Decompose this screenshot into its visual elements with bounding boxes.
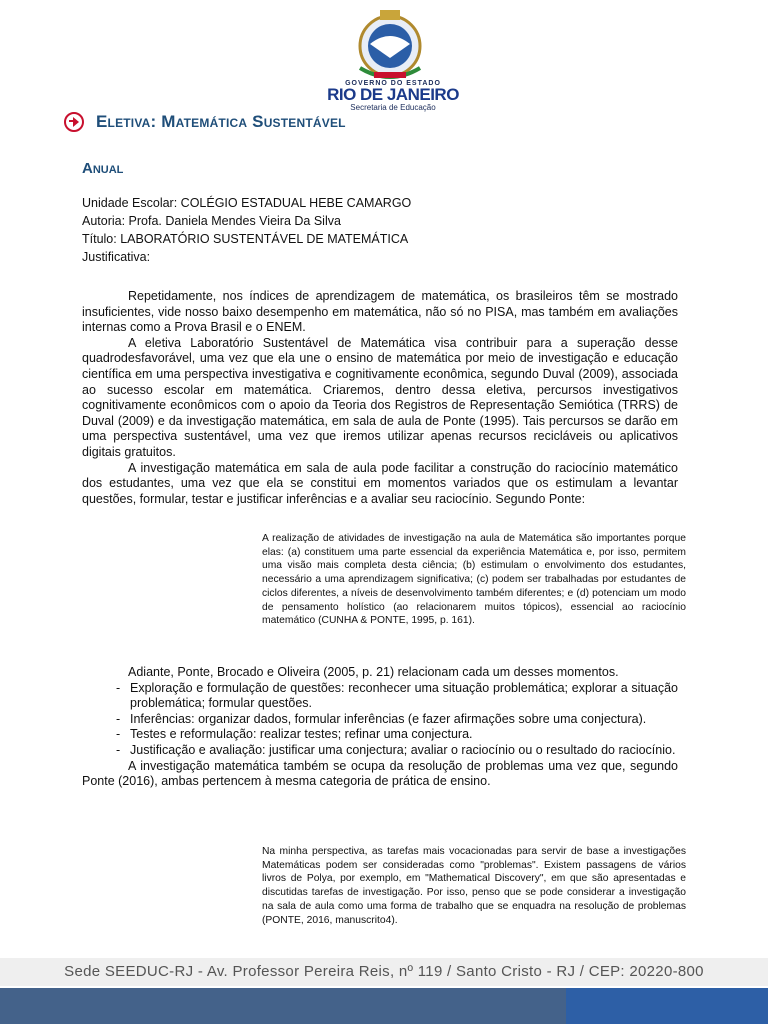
footer-bar	[0, 988, 768, 1024]
logo-line-1: GOVERNO DO ESTADO	[345, 80, 441, 87]
logo-line-3: Secretaria de Educação	[350, 103, 436, 112]
author-line: Autoria: Profa. Daniela Mendes Vieira Da Silva	[82, 214, 341, 228]
body-section-1	[82, 289, 678, 507]
paragraph-2: A eletiva Laboratório Sustentável de Matemática visa contribuir para a superação desse quadrodesfavorável, uma vez que ela une o ensino de matemática por meio de investigação e educação científica em uma perspectiva investigativa e cognitivamente econômica, segundo Duval (2009), associada ao sucesso escolar em matemática. Criaremos, dentro dessa eletiva, percursos investigativos cognitivamente econômicos com o apoio da Teoria dos Registros de Representação Semiótica (TRRS) de Duval (2009) e da investigação matemática, em sala de aula de Ponte (1995). Tais percursos se darão em uma perspectiva sustentável, uma vez que iremos utilizar apenas recursos recicláveis ou aplicativos digitais gratuitos.	[82, 335, 678, 459]
logo-line-2: RIO DE JANEIRO	[327, 85, 459, 104]
list-item: - Testes e reformulação: realizar testes; refinar uma conjectura.	[82, 727, 678, 743]
list-item: - Exploração e formulação de questões: reconhecer uma situação problemática; explorar a situação problemática; formular questões.	[82, 681, 678, 712]
justificativa-label: Justificativa:	[82, 250, 151, 264]
moments-list	[82, 681, 678, 759]
paragraph-5: A investigação matemática também se ocupa da resolução de problemas uma vez que, segundo Ponte (2016), ambas pertencem à mesma categoria de prática de ensino.	[82, 758, 678, 789]
list-item: - Inferências: organizar dados, formular inferências (e fazer afirmações sobre uma conjectura).	[82, 712, 678, 728]
period-label: Anual	[82, 160, 124, 177]
paragraph-4: Adiante, Ponte, Brocado e Oliveira (2005, p. 21) relacionam cada um desses momentos.	[128, 665, 619, 679]
document-title: Eletiva: Matemática Sustentável	[96, 112, 346, 131]
arrow-circle-icon	[64, 112, 84, 132]
footer-bar-accent	[566, 988, 768, 1024]
school-line: Unidade Escolar: COLÉGIO ESTADUAL HEBE CAMARGO	[82, 196, 412, 210]
block-quote-2: Na minha perspectiva, as tarefas mais vocacionadas para servir de base a investigações Matemáticas podem ser consideradas como "problemas". Existem passagens de vários livros de Polya, por exemplo, em "Mathematical Discovery", em que são apresentadas e discutidas tarefas de investigação. Por isso, penso que se pode considerar a investigação na sala de aula como uma forma de trabalho que se enquadra na resolução de problemas (PONTE, 2016, manuscrito4).	[262, 846, 686, 926]
block-quote-1: A realização de atividades de investigação na aula de Matemática são importantes porque elas: (a) constituem uma parte essencial da experiência Matemática e, por isso, permitem uma visão mais completa desta ciência; (b) estimulam o envolvimento dos estudantes, necessário a uma aprendizagem significativa; (c) podem ser trabalhadas por estudantes de ciclos diferentes, a níveis de desenvolvimento também diferentes; e (d) potenciam um modo de pensamento holístico (ao relacionarem muitos tópicos), essencial ao raciocínio matemático (CUNHA & PONTE, 1995, p. 161).	[262, 533, 686, 627]
document-heading	[64, 112, 346, 132]
logo-text	[318, 80, 468, 112]
work-title-line: Título: LABORATÓRIO SUSTENTÁVEL DE MATEMÁTICA	[82, 232, 409, 246]
document-meta	[82, 194, 411, 266]
list-item: - Justificação e avaliação: justificar uma conjectura; avaliar o raciocínio ou o resultado do raciocínio.	[82, 743, 678, 759]
footer-address: Sede SEEDUC-RJ - Av. Professor Pereira Reis, nº 119 / Santo Cristo - RJ / CEP: 20220-800	[0, 958, 768, 986]
body-section-2	[82, 665, 678, 790]
paragraph-3: A investigação matemática em sala de aula pode facilitar a construção do raciocínio matemático dos estudantes, uma vez que ela se constitui em momentos variados que os estimulam a levantar questões, formular, testar e justificar inferências e a avaliar seu raciocínio. Segundo Ponte:	[82, 460, 678, 506]
paragraph-1: Repetidamente, nos índices de aprendizagem de matemática, os brasileiros têm se mostrado insuficientes, vide nosso baixo desempenho em matemática, não só no PISA, mas também em avaliações internas como a Prova Brasil e o ENEM.	[82, 289, 678, 335]
